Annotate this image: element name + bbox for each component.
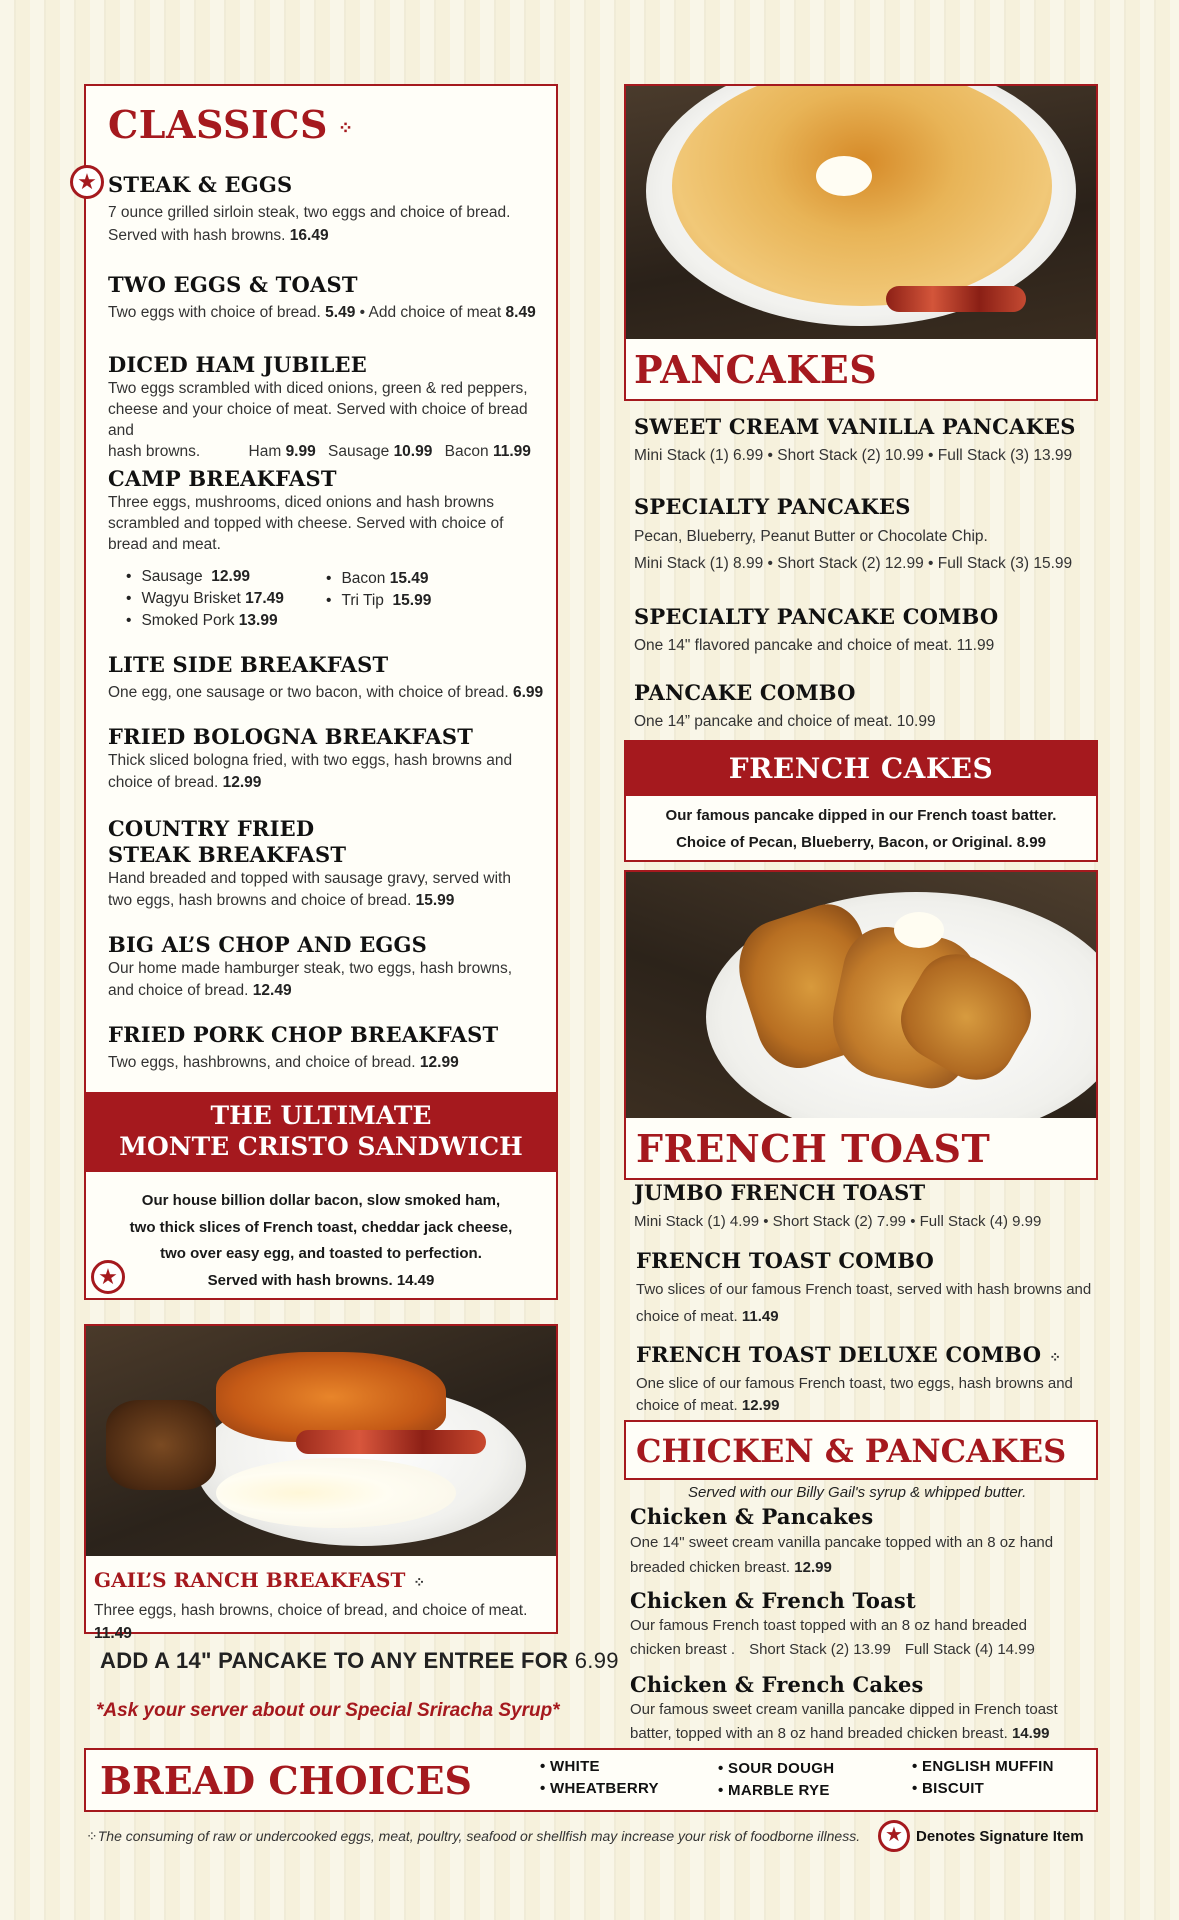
foodborne-disclaimer: ⁘The consuming of raw or undercooked eggs, meat, poultry, seafood or shellfish may increase your risk of foodborne illness.	[86, 1828, 861, 1844]
pancakes-title: PANCAKES	[634, 347, 878, 392]
item-title: BIG AL’S CHOP AND EGGS	[108, 932, 428, 957]
menu-item-french-toast-combo	[636, 1248, 1106, 1330]
menu-item-french-toast-deluxe	[636, 1342, 1106, 1417]
item-title: DICED HAM JUBILEE	[108, 352, 367, 377]
desc-line: Served with hash browns. 14.49	[207, 1271, 435, 1289]
item-desc: Two eggs with choice of bread. 5.49 • Add choice of meat 8.49	[108, 304, 536, 321]
bread-col-3	[912, 1756, 1054, 1800]
menu-item-lite-side	[108, 652, 548, 704]
bread-item: • BISCUIT	[912, 1780, 985, 1797]
item-desc: Pecan, Blueberry, Peanut Butter or Chocolate Chip. Mini Stack (1) 8.99 • Short Stack (2) 12.99 • Full Stack (3) 15.99	[634, 528, 1073, 572]
item-title: PANCAKE COMBO	[634, 680, 856, 705]
item-title: FRIED BOLOGNA BREAKFAST	[108, 724, 474, 749]
bacon-shape	[296, 1430, 486, 1454]
diamond-dots-icon: ⁘	[337, 118, 354, 139]
item-title: Chicken & Pancakes	[630, 1504, 874, 1529]
item-title: FRENCH TOAST DELUXE COMBO ⁘	[636, 1342, 1062, 1367]
add-pancake-note: ADD A 14" PANCAKE TO ANY ENTREE FOR 6.99	[100, 1648, 619, 1673]
item-title: CAMP BREAKFAST	[108, 466, 337, 491]
gails-ranch-caption	[84, 1556, 558, 1642]
french-cakes-banner: FRENCH CAKES	[626, 742, 1096, 796]
bread-item: • WHITE	[540, 1758, 600, 1775]
list-item: • Bacon 15.49	[326, 568, 431, 590]
item-title: FRENCH TOAST COMBO	[636, 1248, 935, 1273]
desc-line: two thick slices of French toast, cheddar jack cheese,	[129, 1218, 513, 1236]
item-title: COUNTRY FRIED	[108, 816, 315, 841]
toast-shape	[106, 1400, 216, 1490]
menu-item-sweet-cream	[634, 414, 1104, 467]
signature-legend: Denotes Signature Item	[916, 1828, 1084, 1845]
item-title: SPECIALTY PANCAKE COMBO	[634, 604, 999, 629]
gails-ranch-photo	[84, 1324, 558, 1556]
chicken-subtitle: Served with our Billy Gail's syrup & whipped butter.	[688, 1484, 1027, 1501]
list-item: • Tri Tip 15.99	[326, 590, 431, 612]
bread-item: • SOUR DOUGH	[718, 1760, 835, 1777]
menu-item-chicken-french-cakes	[630, 1672, 1100, 1746]
menu-item-chicken-french-toast	[630, 1588, 1100, 1662]
diamond-dots-icon: ⁘	[86, 1828, 98, 1844]
item-title: STEAK & EGGS	[108, 172, 293, 197]
gails-desc: Three eggs, hash browns, choice of bread, and choice of meat. 11.49	[94, 1602, 528, 1642]
desc-line: two over easy egg, and toasted to perfection.	[160, 1245, 482, 1262]
item-title: Chicken & French Toast	[630, 1588, 916, 1613]
item-desc: One slice of our famous French toast, two eggs, hash browns and choice of meat. 12.99	[636, 1375, 1073, 1414]
camp-options-right	[326, 568, 431, 612]
pancakes-header	[624, 339, 1098, 401]
bread-title: BREAD CHOICES	[100, 1758, 473, 1803]
menu-item-two-eggs-toast	[108, 272, 548, 324]
diamond-dots-icon: ⁘	[413, 1575, 426, 1591]
item-desc: Hand breaded and topped with sausage gravy, served with two eggs, hash browns and choice of bread. 15.99	[108, 870, 511, 909]
menu-item-fried-bologna	[108, 724, 528, 794]
item-title: STEAK BREAKFAST	[108, 842, 347, 867]
french-toast-photo	[624, 870, 1098, 1118]
menu-item-jumbo-french-toast	[634, 1180, 1104, 1233]
bacon-shape	[886, 286, 1026, 312]
butter-shape	[816, 156, 872, 196]
menu-item-steak-eggs	[108, 172, 548, 247]
item-desc: Thick sliced bologna fried, with two eggs, hash browns and choice of bread. 12.99	[108, 752, 513, 791]
item-desc: Two eggs, hashbrowns, and choice of bread. 12.99	[108, 1054, 459, 1071]
item-desc: One 14" flavored pancake and choice of meat. 11.99	[634, 637, 995, 654]
item-desc: One 14" sweet cream vanilla pancake topped with an 8 oz hand breaded chicken breast. 12.99	[630, 1534, 1054, 1576]
menu-item-big-als-chop	[108, 932, 538, 1002]
french-toast-header	[624, 1118, 1098, 1180]
french-cakes-panel	[624, 740, 1098, 862]
item-desc: Our home made hamburger steak, two eggs, hash browns, and choice of bread. 12.49	[108, 960, 513, 999]
menu-item-country-fried-steak	[108, 816, 538, 912]
menu-item-pancake-combo	[634, 680, 1104, 733]
item-desc: 7 ounce grilled sirloin steak, two eggs and choice of bread. Served with hash browns. 16.49	[108, 204, 511, 244]
item-title: SWEET CREAM VANILLA PANCAKES	[634, 414, 1076, 439]
pancakes-photo	[624, 84, 1098, 339]
camp-options-left	[126, 566, 284, 632]
item-desc: Three eggs, mushrooms, diced onions and hash browns scrambled and topped with cheese. Served with choice of bread and meat.	[108, 494, 504, 553]
bread-item: • MARBLE RYE	[718, 1782, 830, 1799]
item-desc: Our famous sweet cream vanilla pancake dipped in French toast batter, topped with an 8 oz hand breaded chicken breast. 14.99	[630, 1701, 1058, 1742]
chicken-title: CHICKEN & PANCAKES	[636, 1432, 1067, 1470]
bread-item: • WHEATBERRY	[540, 1780, 659, 1797]
item-desc: One egg, one sausage or two bacon, with choice of bread. 6.99	[108, 684, 544, 701]
item-title: Chicken & French Cakes	[630, 1672, 924, 1697]
item-title: LITE SIDE BREAKFAST	[108, 652, 389, 677]
classics-panel	[77, 84, 558, 1300]
butter-shape	[894, 912, 944, 948]
chicken-header	[624, 1420, 1098, 1480]
menu-item-diced-ham-jubilee	[108, 352, 548, 462]
sriracha-note: *Ask your server about our Special Sriracha Syrup*	[96, 1700, 560, 1721]
menu-item-camp-breakfast	[108, 466, 518, 555]
hashbrown-shape	[216, 1352, 446, 1442]
item-desc: Two eggs scrambled with diced onions, green & red peppers, cheese and your choice of meat. Served with choice of bread and hash browns. Ham 9.99 Sausage 10.99 Bacon 11.99	[108, 380, 531, 460]
diamond-dots-icon: ⁘	[1049, 1350, 1062, 1366]
list-item: • Wagyu Brisket 17.49	[126, 588, 284, 610]
menu-item-specialty-pancakes	[634, 494, 1104, 577]
item-desc: Mini Stack (1) 4.99 • Short Stack (2) 7.99 • Full Stack (4) 9.99	[634, 1213, 1042, 1230]
monte-title-2: MONTE CRISTO SANDWICH	[119, 1132, 523, 1161]
monte-cristo-banner	[86, 1092, 556, 1172]
egg-shape	[216, 1458, 456, 1528]
item-title: FRIED PORK CHOP BREAKFAST	[108, 1022, 499, 1047]
desc-line: Choice of Pecan, Blueberry, Bacon, or Original. 8.99	[676, 834, 1046, 851]
star-icon: ★	[70, 165, 104, 199]
list-item: • Sausage 12.99	[126, 566, 284, 588]
french-cakes-desc	[626, 802, 1096, 856]
item-desc: Mini Stack (1) 6.99 • Short Stack (2) 10.99 • Full Stack (3) 13.99	[634, 447, 1073, 464]
gails-title: GAIL’S RANCH BREAKFAST ⁘	[94, 1568, 426, 1592]
bread-col-1	[540, 1756, 659, 1800]
list-item: • Smoked Pork 13.99	[126, 610, 284, 632]
item-desc: One 14” pancake and choice of meat. 10.99	[634, 713, 936, 730]
menu-item-chicken-pancakes	[630, 1504, 1100, 1580]
item-desc: Our famous French toast topped with an 8 oz hand breaded chicken breast . Short Stack (2) 13.99 Full Stack (4) 14.99	[630, 1617, 1035, 1658]
item-title: JUMBO FRENCH TOAST	[634, 1180, 926, 1205]
desc-line: Our house billion dollar bacon, slow smoked ham,	[141, 1192, 501, 1209]
star-icon: ★	[878, 1820, 910, 1852]
bread-choices-panel	[84, 1748, 1098, 1812]
item-title: TWO EGGS & TOAST	[108, 272, 358, 297]
french-toast-title: FRENCH TOAST	[636, 1126, 991, 1171]
monte-title-1: THE ULTIMATE	[210, 1101, 432, 1130]
menu-item-specialty-combo	[634, 604, 1104, 657]
star-icon: ★	[91, 1260, 125, 1294]
bread-col-2	[718, 1758, 834, 1802]
item-desc: Two slices of our famous French toast, served with hash browns and choice of meat. 11.49	[636, 1281, 1092, 1325]
desc-line: Our famous pancake dipped in our French toast batter.	[665, 807, 1057, 824]
bread-item: • ENGLISH MUFFIN	[912, 1758, 1054, 1775]
monte-cristo-desc	[86, 1188, 556, 1294]
item-title: SPECIALTY PANCAKES	[634, 494, 911, 519]
classics-title: CLASSICS ⁘	[108, 102, 354, 147]
menu-item-fried-pork-chop	[108, 1022, 548, 1074]
